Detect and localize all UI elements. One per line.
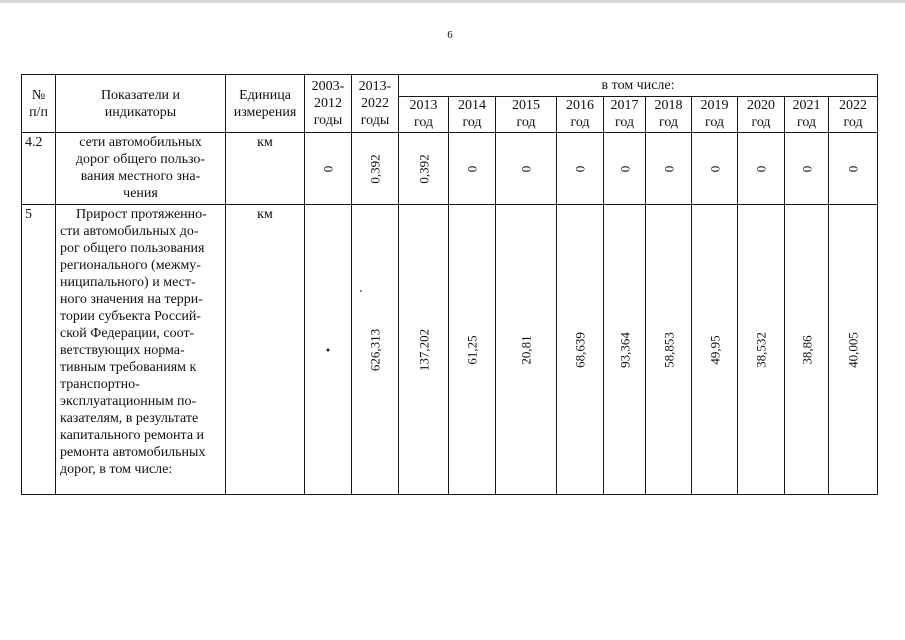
indicator-line: дорог общего пользо- (75, 152, 206, 167)
indicator-line: эксплуатационным по- (60, 394, 197, 409)
indicator-text (56, 133, 226, 205)
row-number: 4.2 (22, 133, 56, 205)
value-2015: 20,81 (496, 205, 557, 495)
header-2013-line1: 2013- (358, 79, 392, 94)
header-indicators-line2: индикаторы (104, 104, 177, 120)
indicator-line: вания местного зна- (80, 169, 201, 184)
value-2013-2022: 626,313 (352, 205, 399, 495)
value-2018: 58,853 (646, 205, 692, 495)
value-2016: 0 (557, 133, 604, 205)
header-in-total (399, 75, 878, 97)
value-2003-2012: 0 (305, 133, 352, 205)
header-num-line2: п/п (29, 104, 48, 120)
value-2018: 0 (646, 133, 692, 205)
scan-mark (327, 348, 330, 351)
header-num-line1: № (31, 87, 46, 103)
indicator-line: сети автомобильных (79, 135, 202, 150)
header-unit-line1: Единица (239, 87, 291, 103)
value-2021: 0 (785, 133, 829, 205)
indicator-line: ремонта автомобильных (60, 445, 206, 460)
header-num (22, 75, 56, 133)
value-2003-2012 (305, 205, 352, 495)
header-2003-line3: годы (313, 113, 343, 128)
value-2013: 0,392 (399, 133, 449, 205)
value-2022: 0 (829, 133, 878, 205)
value-2019: 0 (692, 133, 738, 205)
header-year-2014: 2014 год (449, 97, 496, 133)
indicator-line: тории субъекта Россий- (60, 309, 201, 324)
header-2003-line1: 2003- (311, 79, 345, 94)
value-2022: 40,005 (829, 205, 878, 495)
table-row (22, 133, 878, 205)
value-2013-2022: 0,392 (352, 133, 399, 205)
value-2016: 68,639 (557, 205, 604, 495)
header-year-2018: 2018 год (646, 97, 692, 133)
header-year-2019: 2019 год (692, 97, 738, 133)
value-2013: 137,202 (399, 205, 449, 495)
value-2014: 0 (449, 133, 496, 205)
table-row (22, 205, 878, 495)
header-indicators (56, 75, 226, 133)
header-year-2017: 2017 год (604, 97, 646, 133)
indicator-line: Прирост протяженно- (76, 207, 207, 222)
header-2003-line2: 2012 (314, 96, 342, 111)
value-2019: 49,95 (692, 205, 738, 495)
header-year-2022: 2022 год (829, 97, 878, 133)
value-2017: 0 (604, 133, 646, 205)
header-unit-line2: измерения (233, 104, 297, 120)
value-2021: 38,86 (785, 205, 829, 495)
header-2013-line2: 2022 (361, 96, 389, 111)
indicator-line: ской Федерации, соот- (60, 326, 195, 341)
scan-top-edge (0, 0, 905, 3)
indicator-line: рог общего пользования (60, 241, 205, 256)
indicator-line: чения (123, 186, 158, 201)
value-2020: 0 (738, 133, 785, 205)
indicator-line: ниципального) и мест- (60, 275, 196, 290)
header-indicators-line1: Показатели и (100, 87, 181, 103)
header-in-total-text: в том числе: (601, 78, 675, 93)
header-year-2020: 2020 год (738, 97, 785, 133)
header-year-2015: 2015 год (496, 97, 557, 133)
header-2013-line3: годы (360, 113, 390, 128)
indicator-line: регионального (межму- (60, 258, 201, 273)
header-row-top (22, 75, 878, 97)
indicator-line: сти автомобильных до- (60, 224, 199, 239)
indicator-line: дорог, в том числе: (60, 462, 173, 477)
header-year-2021: 2021 год (785, 97, 829, 133)
indicator-line: казателям, в результате (60, 411, 199, 426)
value-2015: 0 (496, 133, 557, 205)
header-2013-2022 (352, 75, 399, 133)
row-number: 5 (22, 205, 56, 495)
value-2020: 38,532 (738, 205, 785, 495)
value-2017: 93,364 (604, 205, 646, 495)
page-number: 6 (447, 29, 453, 41)
indicator-text (56, 205, 226, 495)
header-unit (226, 75, 305, 133)
indicator-line: транспортно- (60, 377, 140, 392)
header-2003-2012 (305, 75, 352, 133)
header-year-2016: 2016 год (557, 97, 604, 133)
indicators-table (21, 74, 878, 495)
header-year-2013: 2013 год (399, 97, 449, 133)
indicator-line: капитального ремонта и (60, 428, 205, 443)
unit-cell: км (226, 133, 305, 205)
indicator-line: тивным требованиям к (60, 360, 197, 375)
indicator-line: ного значения на терри- (60, 292, 203, 307)
scan-speck (360, 290, 362, 292)
unit-cell: км (226, 205, 305, 495)
value-2014: 61,25 (449, 205, 496, 495)
indicator-line: ветствующих норма- (60, 343, 185, 358)
